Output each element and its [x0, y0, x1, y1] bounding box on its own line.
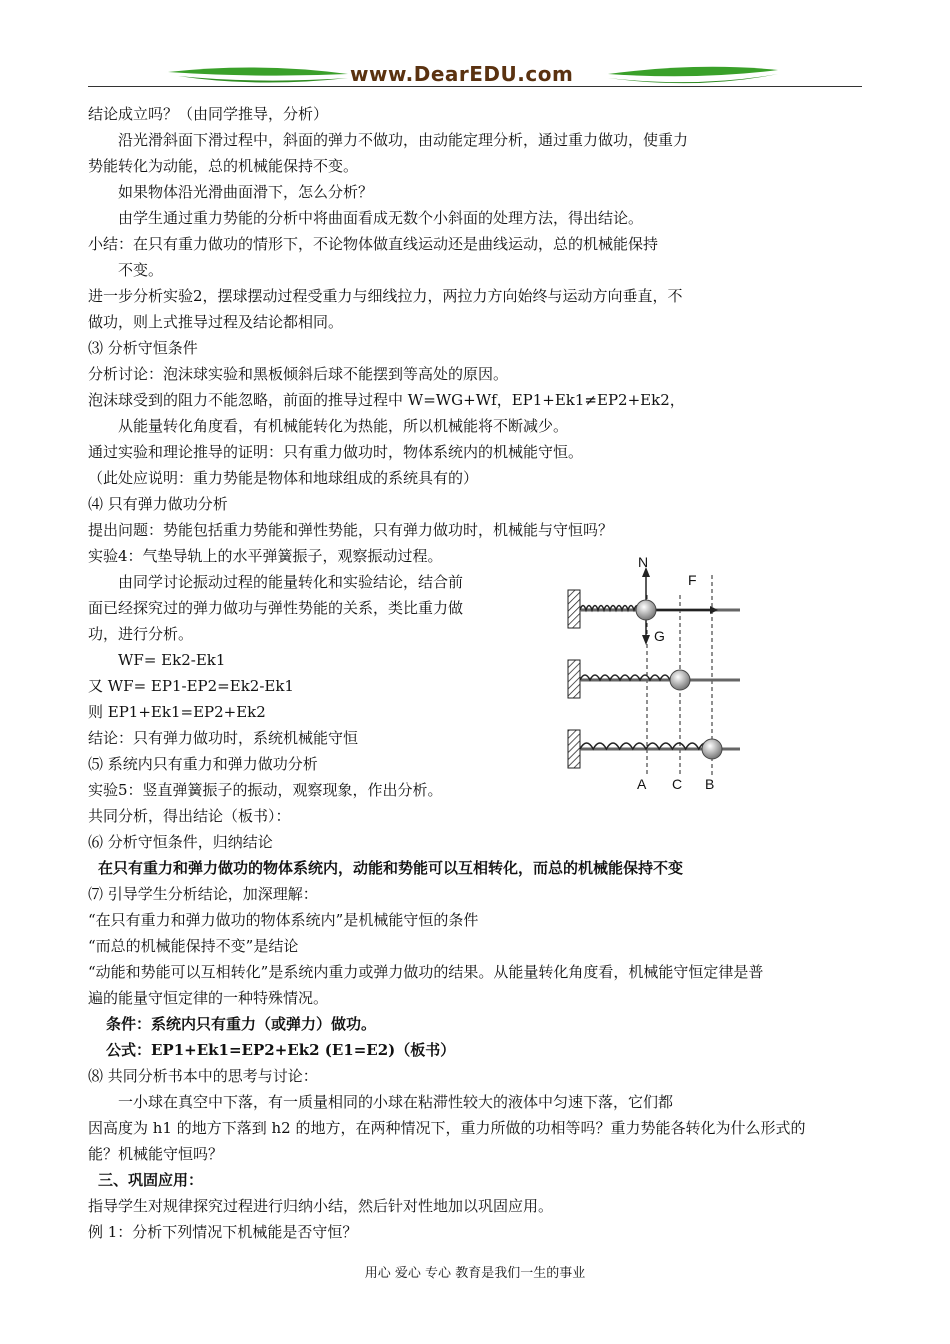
- text-line: ⑹ 分析守恒条件，归纳结论: [88, 833, 273, 851]
- text-line: 指导学生对规律探究过程进行归纳小结，然后针对性地加以巩固应用。: [88, 1197, 554, 1215]
- text-line: ⑶ 分析守恒条件: [88, 339, 198, 357]
- text-line: 势能转化为动能，总的机械能保持不变。: [88, 157, 359, 175]
- label-f: F: [688, 572, 697, 588]
- text-line: ⑻ 共同分析书本中的思考与讨论：: [88, 1067, 318, 1085]
- text-line: “动能和势能可以互相转化”是系统内重力或弹力做功的结果。从能量转化角度看，机械能守恒定律是普: [88, 963, 764, 981]
- text-line: 因高度为 h1 的地方下落到 h2 的地方，在两种情况下，重力所做的功相等吗？重力势能各转化为什么形式的: [88, 1119, 806, 1137]
- text-line: 例 1：分析下列情况下机械能是否守恒？: [88, 1223, 358, 1241]
- text-line: 结论：只有弹力做功时，系统机械能守恒: [88, 729, 359, 747]
- text-line: 沿光滑斜面下滑过程中，斜面的弹力不做功，由动能定理分析，通过重力做功，使重力: [118, 131, 689, 149]
- text-line: 共同分析，得出结论（板书）：: [88, 807, 291, 825]
- text-line: 小结：在只有重力做功的情形下，不论物体做直线运动还是曲线运动，总的机械能保持: [88, 235, 659, 253]
- text-line: 遍的能量守恒定律的一种特殊情况。: [88, 989, 329, 1007]
- label-n: N: [638, 555, 649, 570]
- text-line: 由同学讨论振动过程的能量转化和实验结论，结合前: [118, 573, 464, 591]
- text-line: 一小球在真空中下落，有一质量相同的小球在粘滞性较大的液体中匀速下落，它们都: [118, 1093, 674, 1111]
- text-line: 由学生通过重力势能的分析中将曲面看成无数个小斜面的处理方法，得出结论。: [118, 209, 644, 227]
- label-b: B: [705, 776, 715, 792]
- text-line: 实验4：气垫导轨上的水平弹簧振子，观察振动过程。: [88, 547, 443, 565]
- text-line: 功，进行分析。: [88, 625, 194, 643]
- text-line: ⑷ 只有弹力做功分析: [88, 495, 228, 513]
- text-line: 条件：系统内只有重力（或弹力）做功。: [106, 1015, 377, 1033]
- text-line: “而总的机械能保持不变”是结论: [88, 937, 299, 955]
- site-url[interactable]: www.DearEDU.com: [350, 62, 574, 86]
- text-line: 公式：EP1+Ek1=EP2+Ek2 (E1=E2)（板书）: [106, 1041, 456, 1059]
- text-line: 提出问题：势能包括重力势能和弹性势能，只有弹力做功时，机械能与守恒吗？: [88, 521, 614, 539]
- text-line: ⑸ 系统内只有重力和弹力做功分析: [88, 755, 318, 773]
- text-line: 实验5：竖直弹簧振子的振动，观察现象，作出分析。: [88, 781, 443, 799]
- text-line: 从能量转化角度看，有机械能转化为热能，所以机械能将不断减少。: [118, 417, 569, 435]
- text-line: ⑺ 引导学生分析结论，加深理解：: [88, 885, 318, 903]
- text-line: 能？机械能守恒吗？: [88, 1145, 224, 1163]
- text-line: WF= Ek2-Ek1: [118, 651, 226, 669]
- text-line: 又 WF= EP1-EP2=Ek2-Ek1: [88, 677, 294, 695]
- text-line: 进一步分析实验2，摆球摆动过程受重力与细线拉力，两拉力方向始终与运动方向垂直，不: [88, 287, 683, 305]
- spring-oscillator-diagram: [560, 555, 760, 804]
- header-rule: [88, 86, 862, 87]
- label-c: C: [672, 776, 683, 792]
- text-line: 分析讨论：泡沫球实验和黑板倾斜后球不能摆到等高处的原因。: [88, 365, 509, 383]
- text-line: 面已经探究过的弹力做功与弹性势能的关系，类比重力做: [88, 599, 464, 617]
- text-line: 不变。: [118, 261, 164, 279]
- page-footer: 用心 爱心 专心 教育是我们一生的事业: [364, 1266, 586, 1281]
- text-line: 如果物体沿光滑曲面滑下，怎么分析？: [118, 183, 374, 201]
- text-line: 则 EP1+Ek1=EP2+Ek2: [88, 703, 266, 721]
- text-line: 在只有重力和弹力做功的物体系统内，动能和势能可以互相转化，而总的机械能保持不变: [98, 859, 684, 877]
- text-line: 结论成立吗？（由同学推导，分析）: [88, 105, 329, 123]
- text-line: （此处应说明：重力势能是物体和地球组成的系统具有的）: [88, 469, 479, 487]
- text-line: 做功，则上式推导过程及结论都相同。: [88, 313, 344, 331]
- text-line: 三、巩固应用：: [98, 1171, 204, 1189]
- label-a: A: [637, 776, 647, 792]
- label-g: G: [654, 628, 665, 644]
- text-line: 通过实验和理论推导的证明：只有重力做功时，物体系统内的机械能守恒。: [88, 443, 584, 461]
- text-line: 泡沫球受到的阻力不能忽略，前面的推导过程中 W=WG+Wf，EP1+Ek1≠EP2+Ek2，: [88, 391, 685, 409]
- text-line: “在只有重力和弹力做功的物体系统内”是机械能守恒的条件: [88, 911, 479, 929]
